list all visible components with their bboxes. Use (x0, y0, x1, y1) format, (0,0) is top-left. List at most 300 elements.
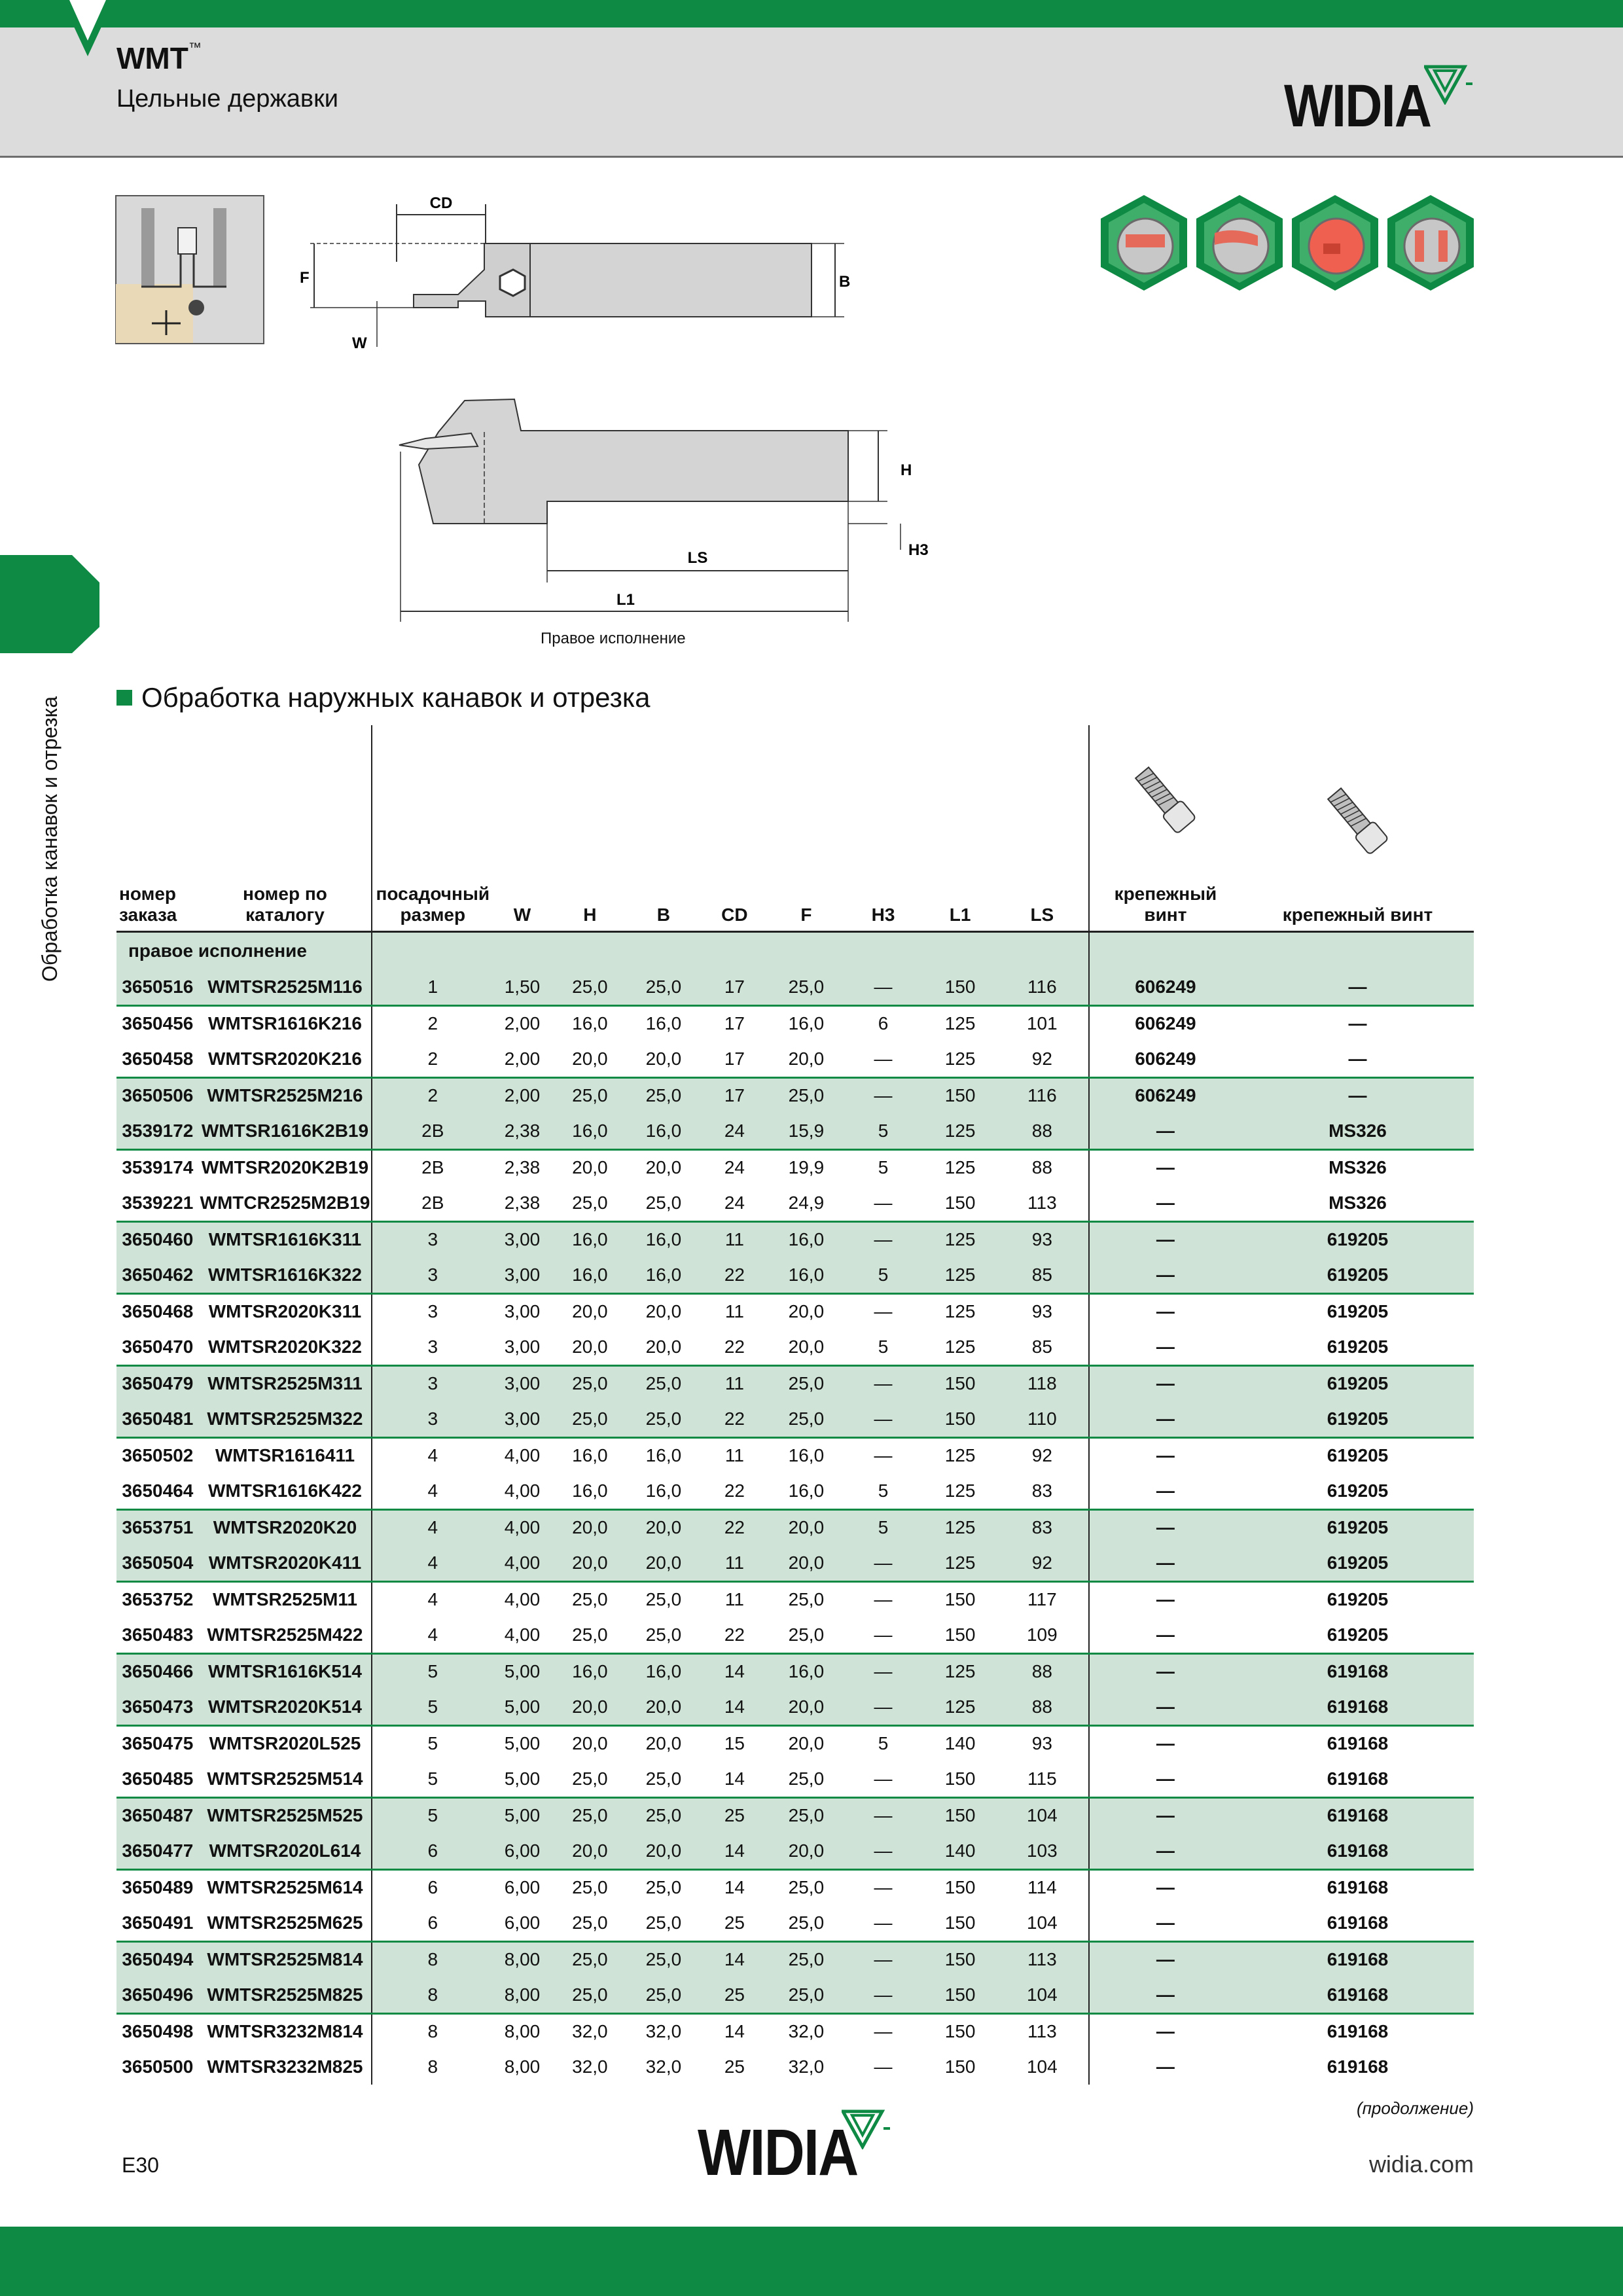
cell-l1: 125 (944, 1336, 976, 1357)
cell-screw-2: 619205 (1327, 1624, 1389, 1645)
cell-cd: 14 (699, 2013, 771, 2049)
cell-catalog-number: WMTSR3232M825 (199, 2049, 372, 2085)
cell-f: 20,0 (770, 1725, 842, 1761)
cell-order-number: 3650460 (116, 1221, 199, 1257)
cell-order-number: 3539221 (122, 1192, 194, 1213)
section-title: Обработка наружных канавок и отрезка (116, 682, 651, 713)
cell-l1: 125 (924, 1257, 996, 1293)
cell-seat-size: 2 (427, 1048, 438, 1069)
table-row (116, 1005, 1474, 1041)
cell-screw-2: 619168 (1327, 1768, 1389, 1789)
cell-h3: 5 (842, 1725, 925, 1761)
corner-notch-icon (62, 0, 114, 59)
cell-w: 4,00 (493, 1437, 551, 1473)
cell-catalog-number: WMTSR1616K216 (199, 1005, 372, 1041)
cell-h: 25,0 (552, 1581, 629, 1617)
cell-order-number: 3650485 (122, 1768, 194, 1789)
cell-h: 25,0 (572, 1768, 608, 1789)
cell-seat-size: 3 (427, 1336, 438, 1357)
cell-h: 16,0 (552, 1653, 629, 1689)
cell-w: 8,00 (493, 2013, 551, 2049)
cell-f: 32,0 (788, 2056, 825, 2077)
cell-screw-1: 606249 (1089, 969, 1241, 1005)
cell-b: 25,0 (628, 969, 698, 1005)
cell-h: 20,0 (572, 1336, 608, 1357)
col-header-seat: посадочный размер (372, 725, 493, 932)
cell-b: 25,0 (628, 1401, 698, 1437)
cell-screw-1: — (1089, 1761, 1241, 1797)
cell-catalog-number: WMTSR2020K322 (199, 1329, 372, 1365)
cell-order-number: 3650516 (116, 969, 199, 1005)
cell-screw-1: — (1089, 1941, 1241, 1977)
cell-ls: 113 (996, 2013, 1089, 2049)
cell-cd: 25 (699, 1797, 771, 1833)
cell-screw-2: 619168 (1327, 2056, 1389, 2077)
cell-seat-size: 2B (372, 1113, 493, 1149)
cell-screw-1: — (1089, 1365, 1241, 1401)
cell-seat-size: 5 (427, 1768, 438, 1789)
col-header-screw-1 (1089, 725, 1241, 932)
cell-f: 15,9 (770, 1113, 842, 1149)
cell-screw-1: — (1089, 1797, 1241, 1833)
cell-screw-2: 619168 (1241, 1725, 1474, 1761)
cell-f: 25,0 (788, 1624, 825, 1645)
cell-seat-size: 3 (372, 1365, 493, 1401)
page-number: E30 (122, 2153, 159, 2177)
col-header-l1: L1 (924, 725, 996, 932)
cell-ls: 83 (1031, 1480, 1052, 1501)
cell-ls: 118 (996, 1365, 1089, 1401)
cell-cd: 22 (724, 1624, 745, 1645)
screw-icon (1312, 780, 1404, 865)
cell-w: 1,50 (493, 969, 551, 1005)
cell-order-number: 3650489 (116, 1869, 199, 1905)
group-row (116, 932, 1474, 970)
cell-catalog-number: WMTSR1616K514 (199, 1653, 372, 1689)
cell-w: 5,00 (493, 1725, 551, 1761)
cell-catalog-number: WMTSR1616K2B19 (199, 1113, 372, 1149)
cell-b: 25,0 (645, 1912, 682, 1933)
cell-seat-size: 8 (372, 1977, 493, 2013)
cell-h3: — (842, 1365, 925, 1401)
cell-h3: — (842, 2013, 925, 2049)
cell-l1: 125 (924, 1437, 996, 1473)
dim-label-cd: CD (429, 194, 453, 212)
spec-table (116, 725, 1474, 2085)
cell-b: 20,0 (628, 1293, 698, 1329)
col-header-b: B (628, 725, 698, 932)
cell-h3: — (842, 1653, 925, 1689)
dim-label-ls: LS (687, 549, 708, 567)
cell-h: 32,0 (552, 2013, 629, 2049)
cell-seat-size: 4 (427, 1624, 438, 1645)
col-header-cd: CD (699, 725, 771, 932)
cell-cd: 24 (724, 1192, 745, 1213)
cell-screw-2: 619205 (1241, 1257, 1474, 1293)
cell-ls: 104 (996, 1977, 1089, 2013)
cell-screw-2: 619168 (1241, 1869, 1474, 1905)
cell-ls: 93 (996, 1221, 1089, 1257)
table-row (116, 1437, 1474, 1473)
cell-cd: 17 (699, 1077, 771, 1113)
cell-seat-size: 4 (427, 1480, 438, 1501)
cell-h3: — (842, 1077, 925, 1113)
cell-cd: 14 (699, 1653, 771, 1689)
cell-h3: 5 (842, 1257, 925, 1293)
col-header-h3: H3 (842, 725, 925, 932)
bottom-color-bar (0, 2227, 1623, 2296)
cell-b: 16,0 (628, 1437, 698, 1473)
cell-order-number: 3650500 (122, 2056, 194, 2077)
cell-seat-size: 3 (372, 1221, 493, 1257)
table-row (116, 1617, 1474, 1653)
cell-screw-1: — (1089, 1293, 1241, 1329)
cell-l1: 150 (924, 1365, 996, 1401)
cell-ls: 92 (996, 1437, 1089, 1473)
cell-f: 25,0 (770, 1401, 842, 1437)
cell-cd: 11 (699, 1221, 771, 1257)
cell-catalog-number: WMTSR2020K20 (199, 1509, 372, 1545)
cell-screw-1: — (1089, 1329, 1241, 1365)
cell-w: 4,00 (493, 1581, 551, 1617)
cell-screw-1: — (1089, 1401, 1241, 1437)
cell-catalog-number: WMTSR2525M11 (199, 1581, 372, 1617)
cell-catalog-number: WMTCR2525M2B19 (199, 1185, 372, 1221)
cell-l1: 125 (944, 1480, 976, 1501)
dim-label-f: F (300, 269, 310, 287)
continued-note: (продолжение) (1356, 2098, 1474, 2118)
cell-h3: — (842, 1833, 925, 1869)
cell-cd: 24 (699, 1149, 771, 1185)
cell-h: 20,0 (552, 1725, 629, 1761)
cell-w: 4,00 (493, 1545, 551, 1581)
table-row (116, 1581, 1474, 1617)
cell-w: 8,00 (504, 2056, 541, 2077)
cell-h3: — (842, 1545, 925, 1581)
cell-screw-1: — (1089, 1617, 1241, 1653)
cell-l1: 150 (944, 1768, 976, 1789)
cell-h: 25,0 (572, 1192, 608, 1213)
cell-w: 8,00 (493, 1977, 551, 2013)
cell-seat-size: 4 (372, 1545, 493, 1581)
cell-cd: 22 (699, 1257, 771, 1293)
col-header-order: номер заказа (116, 725, 199, 932)
cell-screw-1: — (1089, 1113, 1241, 1149)
screw-1-label: крепежный винт (1114, 884, 1217, 925)
table-row (116, 1113, 1474, 1149)
cell-screw-1: 606249 (1089, 1041, 1241, 1077)
cell-seat-size: 2B (372, 1149, 493, 1185)
cell-w: 2,00 (493, 1077, 551, 1113)
cell-cd: 22 (724, 1480, 745, 1501)
cell-catalog-number: WMTSR2525M116 (199, 969, 372, 1005)
site-link[interactable]: widia.com (1368, 2151, 1474, 2178)
cell-screw-2: 619205 (1241, 1581, 1474, 1617)
cell-l1: 150 (924, 1797, 996, 1833)
cell-l1: 125 (924, 1149, 996, 1185)
cell-h: 25,0 (572, 1912, 608, 1933)
cell-b: 32,0 (645, 2056, 682, 2077)
cell-screw-1: — (1089, 1509, 1241, 1545)
cell-w: 4,00 (504, 1480, 541, 1501)
cell-h: 20,0 (552, 1545, 629, 1581)
cell-h3: — (842, 1221, 925, 1257)
cell-h3: — (874, 1768, 893, 1789)
cell-w: 5,00 (493, 1689, 551, 1725)
cell-f: 16,0 (788, 1480, 825, 1501)
cell-screw-1: — (1089, 1473, 1241, 1509)
cell-catalog-number: WMTSR2525M422 (199, 1617, 372, 1653)
cell-catalog-number: WMTSR2525M525 (199, 1797, 372, 1833)
cell-h3: — (842, 1293, 925, 1329)
cell-seat-size: 3 (372, 1401, 493, 1437)
cell-h: 25,0 (552, 1365, 629, 1401)
cell-w: 5,00 (504, 1768, 541, 1789)
cell-screw-2: 619205 (1241, 1545, 1474, 1581)
cell-b: 20,0 (645, 1336, 682, 1357)
cell-f: 25,0 (770, 1941, 842, 1977)
cell-screw-2: 619168 (1241, 1797, 1474, 1833)
cell-ls: 113 (996, 1941, 1089, 1977)
cell-catalog-number: WMTSR2525M514 (199, 1761, 372, 1797)
cell-l1: 140 (924, 1833, 996, 1869)
dim-label-b: B (839, 273, 851, 291)
widia-logo: WIDIA (1284, 73, 1431, 139)
cell-seat-size: 5 (372, 1797, 493, 1833)
col-header-catalog: номер по каталогу (199, 725, 372, 932)
cell-order-number: 3650464 (122, 1480, 194, 1501)
cell-l1: 150 (924, 1077, 996, 1113)
cell-ls: 110 (996, 1401, 1089, 1437)
cell-h: 16,0 (552, 1221, 629, 1257)
cell-catalog-number: WMTSR1616K322 (199, 1257, 372, 1293)
cell-h3: — (842, 1797, 925, 1833)
cell-cd: 17 (699, 1005, 771, 1041)
cell-catalog-number: WMTSR2525M625 (199, 1905, 372, 1941)
cell-screw-1: — (1089, 1905, 1241, 1941)
cell-h3: 5 (842, 1149, 925, 1185)
table-row (116, 1689, 1474, 1725)
cell-h: 16,0 (552, 1005, 629, 1041)
table-row (116, 1905, 1474, 1941)
cell-h: 25,0 (552, 1977, 629, 2013)
table-row (116, 2013, 1474, 2049)
top-color-bar (0, 0, 1623, 27)
cell-screw-2: 619168 (1241, 2013, 1474, 2049)
cell-ls: 92 (996, 1545, 1089, 1581)
cell-w: 3,00 (504, 1336, 541, 1357)
cell-f: 16,0 (770, 1005, 842, 1041)
cell-l1: 150 (944, 1192, 976, 1213)
cell-screw-2: — (1348, 1048, 1367, 1069)
screw-2-label: крепежный винт (1282, 905, 1433, 925)
cell-h: 25,0 (552, 1869, 629, 1905)
cell-catalog-number: WMTSR2020K216 (199, 1041, 372, 1077)
cell-catalog-number: WMTSR2525M614 (199, 1869, 372, 1905)
cell-b: 16,0 (628, 1653, 698, 1689)
cell-w: 3,00 (493, 1293, 551, 1329)
cell-cd: 22 (699, 1509, 771, 1545)
cell-b: 16,0 (628, 1257, 698, 1293)
cell-ls: 88 (996, 1653, 1089, 1689)
cell-h: 16,0 (552, 1113, 629, 1149)
drawing-caption: Правое исполнение (541, 630, 686, 647)
cell-screw-1: — (1089, 1221, 1241, 1257)
cell-f: 19,9 (770, 1149, 842, 1185)
page-title: WMT™ (116, 41, 202, 75)
cell-b: 20,0 (645, 1048, 682, 1069)
cell-screw-2: — (1241, 1005, 1474, 1041)
cell-ls: 109 (1026, 1624, 1058, 1645)
cell-screw-2: 619205 (1241, 1401, 1474, 1437)
cell-cd: 11 (699, 1545, 771, 1581)
group-label: правое исполнение (116, 932, 372, 970)
cell-ls: 85 (1031, 1336, 1052, 1357)
cell-cd: 11 (699, 1365, 771, 1401)
table-row (116, 1977, 1474, 2013)
application-icon-3 (1291, 194, 1380, 292)
cell-h: 20,0 (572, 1048, 608, 1069)
cell-b: 16,0 (645, 1480, 682, 1501)
cell-l1: 150 (944, 2056, 976, 2077)
cell-b: 32,0 (628, 2013, 698, 2049)
cell-screw-2: MS326 (1241, 1113, 1474, 1149)
cell-h3: 5 (842, 1113, 925, 1149)
cell-cd: 15 (699, 1725, 771, 1761)
cell-h: 20,0 (552, 1689, 629, 1725)
cell-b: 25,0 (628, 1581, 698, 1617)
cell-h3: — (842, 969, 925, 1005)
cell-order-number: 3650494 (116, 1941, 199, 1977)
cell-b: 16,0 (628, 1005, 698, 1041)
cell-catalog-number: WMTSR2525M825 (199, 1977, 372, 2013)
cell-order-number: 3650466 (116, 1653, 199, 1689)
cell-ls: 104 (1026, 2056, 1058, 2077)
cell-h3: — (874, 1192, 893, 1213)
cell-screw-1: — (1089, 1689, 1241, 1725)
cell-w: 4,00 (504, 1624, 541, 1645)
tool-top-view-drawing (386, 393, 936, 628)
cell-order-number: 3650475 (116, 1725, 199, 1761)
table-row (116, 1077, 1474, 1113)
cell-seat-size: 5 (372, 1725, 493, 1761)
cell-order-number: 3650470 (122, 1336, 194, 1357)
cell-screw-1: — (1089, 1437, 1241, 1473)
table-row (116, 1365, 1474, 1401)
cell-catalog-number: WMTSR3232M814 (199, 2013, 372, 2049)
cell-order-number: 3650506 (116, 1077, 199, 1113)
cell-f: 16,0 (770, 1257, 842, 1293)
table-row (116, 2049, 1474, 2085)
table-row (116, 1293, 1474, 1329)
cell-l1: 125 (924, 1689, 996, 1725)
cell-h3: — (874, 1048, 893, 1069)
cell-seat-size: 8 (372, 2013, 493, 2049)
cell-screw-1: — (1089, 1833, 1241, 1869)
cell-ls: 93 (996, 1725, 1089, 1761)
cell-w: 3,00 (493, 1365, 551, 1401)
cell-screw-2: 619205 (1241, 1221, 1474, 1257)
cell-ls: 116 (996, 969, 1089, 1005)
cell-order-number: 3650473 (116, 1689, 199, 1725)
cell-ls: 103 (996, 1833, 1089, 1869)
cell-cd: 14 (699, 1941, 771, 1977)
cell-screw-1: 606249 (1089, 1077, 1241, 1113)
dim-label-h: H (901, 461, 912, 479)
cell-order-number: 3650483 (122, 1624, 194, 1645)
cell-h3: 5 (842, 1509, 925, 1545)
cell-l1: 150 (924, 1401, 996, 1437)
cell-cd: 25 (724, 1912, 745, 1933)
cell-f: 25,0 (788, 1768, 825, 1789)
table-row (116, 1653, 1474, 1689)
cell-catalog-number: WMTSR2525M814 (199, 1941, 372, 1977)
cell-catalog-number: WMTSR1616K311 (199, 1221, 372, 1257)
dim-label-h3: H3 (908, 541, 929, 559)
cell-h3: — (842, 1977, 925, 2013)
cell-b: 25,0 (628, 1977, 698, 2013)
cell-screw-1: — (1089, 1545, 1241, 1581)
cell-order-number: 3650496 (116, 1977, 199, 2013)
table-row (116, 1329, 1474, 1365)
cell-screw-2: 619168 (1327, 1912, 1389, 1933)
cell-w: 6,00 (504, 1912, 541, 1933)
screw-icon (1120, 759, 1211, 844)
cell-ls: 93 (996, 1293, 1089, 1329)
cell-w: 2,38 (493, 1149, 551, 1185)
cell-seat-size: 2 (372, 1077, 493, 1113)
page-subtitle: Цельные державки (116, 85, 338, 113)
cell-ls: 88 (996, 1113, 1089, 1149)
cell-screw-2: 619205 (1241, 1365, 1474, 1401)
cell-h3: 5 (878, 1336, 889, 1357)
cell-h3: 6 (842, 1005, 925, 1041)
cell-b: 25,0 (645, 1624, 682, 1645)
cell-seat-size: 6 (372, 1833, 493, 1869)
cell-catalog-number: WMTSR2020K2B19 (199, 1149, 372, 1185)
table-row (116, 1869, 1474, 1905)
cell-screw-1: — (1089, 1725, 1241, 1761)
cell-seat-size: 6 (372, 1869, 493, 1905)
cell-screw-2: — (1241, 969, 1474, 1005)
cell-h: 25,0 (552, 1401, 629, 1437)
table-row (116, 1221, 1474, 1257)
cell-b: 16,0 (628, 1113, 698, 1149)
cell-screw-1: — (1089, 1869, 1241, 1905)
cell-l1: 150 (924, 1581, 996, 1617)
table-row (116, 969, 1474, 1005)
cell-screw-2: 619168 (1241, 1689, 1474, 1725)
cell-w: 3,00 (493, 1401, 551, 1437)
cell-cd: 11 (699, 1293, 771, 1329)
cell-f: 20,0 (788, 1048, 825, 1069)
cell-ls: 115 (1027, 1768, 1057, 1789)
cell-h3: — (842, 1581, 925, 1617)
dim-label-w: W (352, 334, 367, 352)
cell-screw-2: 619168 (1241, 1941, 1474, 1977)
cell-b: 25,0 (628, 1077, 698, 1113)
table-row (116, 1833, 1474, 1869)
cell-w: 2,00 (493, 1005, 551, 1041)
cell-screw-1: — (1089, 2049, 1241, 2085)
cell-h: 20,0 (552, 1293, 629, 1329)
tool-side-view-drawing (294, 191, 923, 355)
cell-f: 25,0 (770, 1869, 842, 1905)
cell-seat-size: 2B (421, 1192, 444, 1213)
col-header-screw-2 (1241, 725, 1474, 932)
cell-cd: 14 (724, 1768, 745, 1789)
cell-catalog-number: WMTSR2020L525 (199, 1725, 372, 1761)
